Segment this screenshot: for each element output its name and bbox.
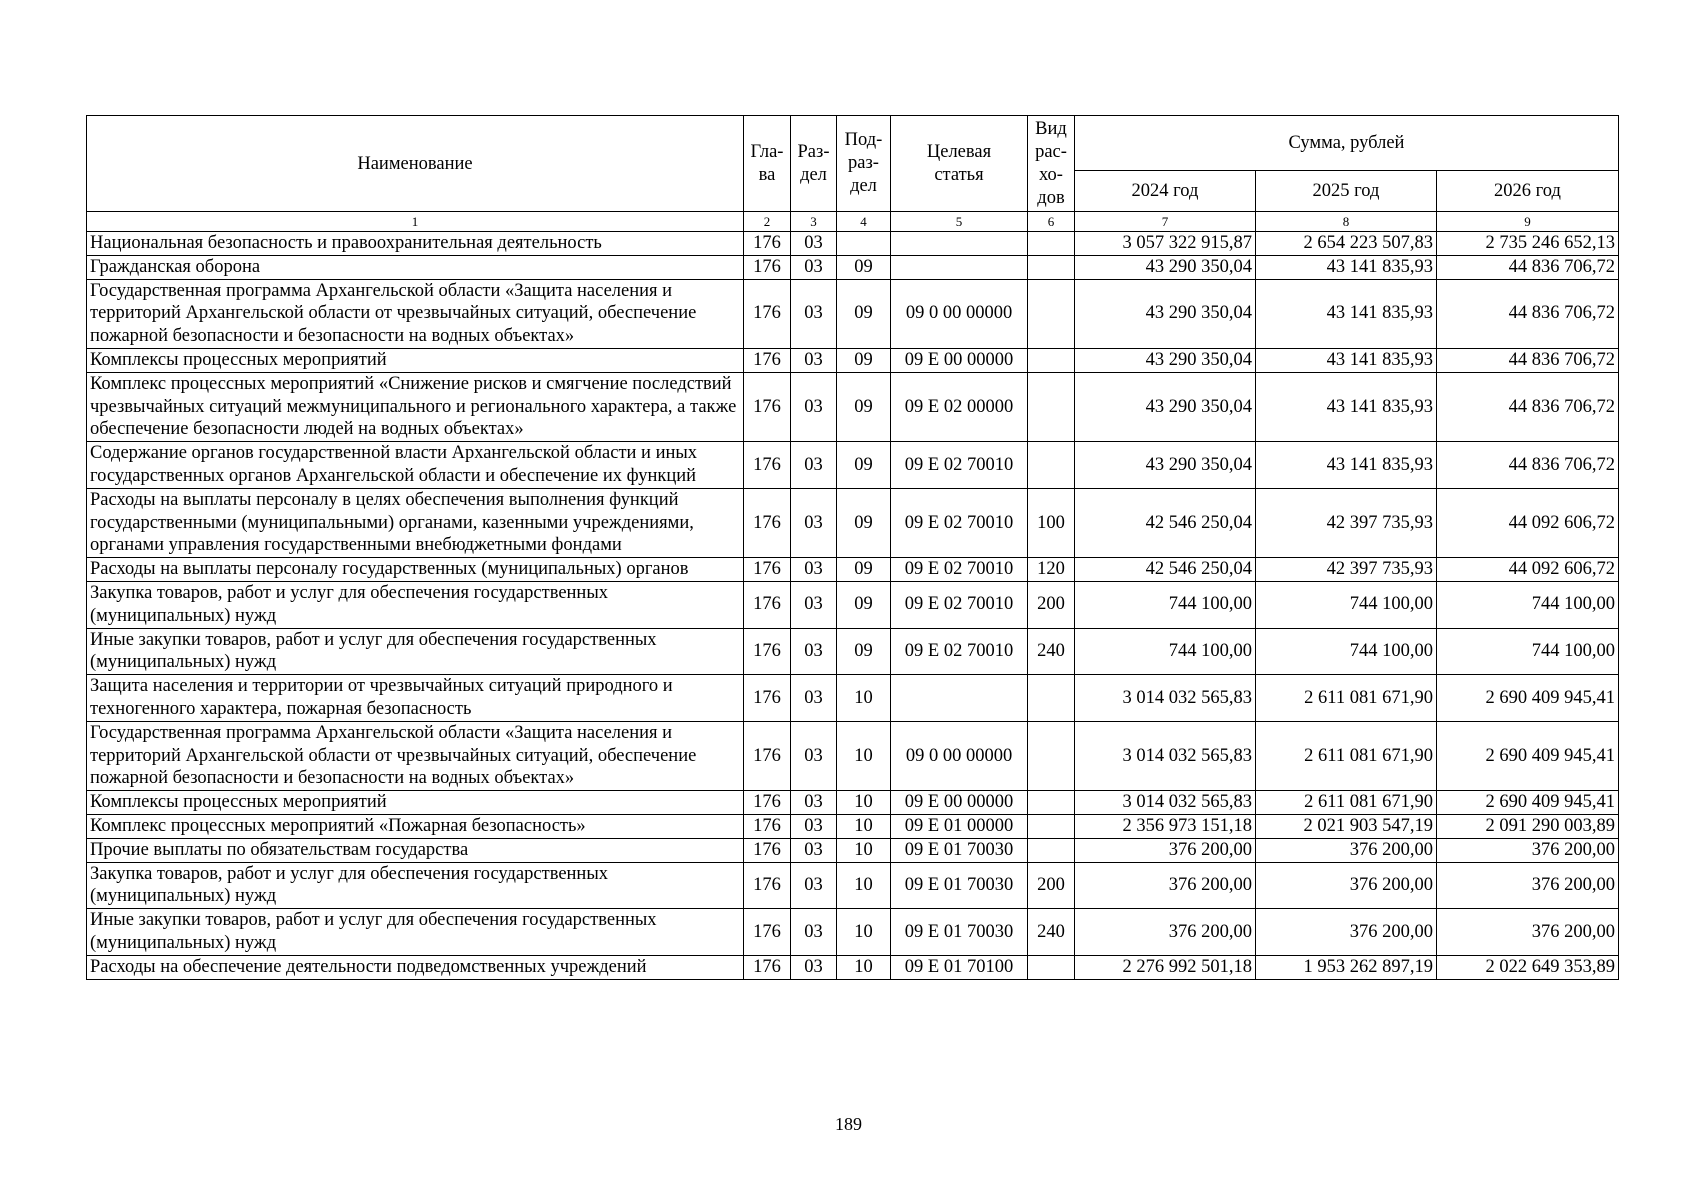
row-name-cell: Комплекс процессных мероприятий «Пожарная безопасность» — [87, 814, 744, 838]
row-sum-2024-cell: 43 290 350,04 — [1075, 279, 1256, 348]
header-sum: Сумма, рублей — [1075, 116, 1619, 171]
row-sum-2026-cell: 44 092 606,72 — [1437, 488, 1619, 557]
row-glava-cell: 176 — [744, 675, 791, 722]
row-podrazdel-cell: 09 — [837, 279, 891, 348]
row-name-cell: Национальная безопасность и правоохранительная деятельность — [87, 232, 744, 256]
row-celevaya-statya-cell: 09 Е 02 70010 — [891, 442, 1028, 489]
row-sum-2024-cell: 43 290 350,04 — [1075, 372, 1256, 441]
row-podrazdel-cell: 10 — [837, 791, 891, 815]
table-row — [87, 581, 1619, 628]
row-podrazdel-cell: 09 — [837, 558, 891, 582]
row-podrazdel-cell: 10 — [837, 955, 891, 979]
column-index: 4 — [837, 212, 891, 232]
row-podrazdel-cell: 09 — [837, 442, 891, 489]
row-celevaya-statya-cell: 09 Е 00 00000 — [891, 791, 1028, 815]
row-sum-2025-cell: 2 654 223 507,83 — [1256, 232, 1437, 256]
row-vid-rashodov-cell: 200 — [1028, 581, 1075, 628]
row-celevaya-statya-cell: 09 0 00 00000 — [891, 279, 1028, 348]
row-name-cell: Иные закупки товаров, работ и услуг для обеспечения государственных (муниципальных) нужд — [87, 628, 744, 675]
row-sum-2025-cell: 43 141 835,93 — [1256, 442, 1437, 489]
table-row — [87, 862, 1619, 909]
row-name-cell: Прочие выплаты по обязательствам государства — [87, 838, 744, 862]
row-sum-2024-cell: 43 290 350,04 — [1075, 255, 1256, 279]
row-sum-2026-cell: 744 100,00 — [1437, 581, 1619, 628]
row-glava-cell: 176 — [744, 862, 791, 909]
row-sum-2025-cell: 43 141 835,93 — [1256, 255, 1437, 279]
row-vid-rashodov-cell — [1028, 814, 1075, 838]
row-sum-2024-cell: 3 014 032 565,83 — [1075, 791, 1256, 815]
row-name-cell: Иные закупки товаров, работ и услуг для обеспечения государственных (муниципальных) нужд — [87, 909, 744, 956]
row-sum-2024-cell: 3 014 032 565,83 — [1075, 675, 1256, 722]
row-podrazdel-cell: 10 — [837, 862, 891, 909]
table-row — [87, 488, 1619, 557]
row-celevaya-statya-cell: 09 Е 00 00000 — [891, 348, 1028, 372]
table-row — [87, 955, 1619, 979]
row-podrazdel-cell: 10 — [837, 721, 891, 790]
row-glava-cell: 176 — [744, 791, 791, 815]
table-row — [87, 558, 1619, 582]
row-sum-2025-cell: 744 100,00 — [1256, 581, 1437, 628]
row-glava-cell: 176 — [744, 909, 791, 956]
row-sum-2026-cell: 376 200,00 — [1437, 862, 1619, 909]
row-podrazdel-cell: 09 — [837, 348, 891, 372]
row-vid-rashodov-cell — [1028, 372, 1075, 441]
row-razdel-cell: 03 — [791, 279, 837, 348]
row-celevaya-statya-cell: 09 Е 01 70030 — [891, 909, 1028, 956]
row-sum-2024-cell: 744 100,00 — [1075, 628, 1256, 675]
row-name-cell: Государственная программа Архангельской области «Защита населения и территорий Архангельской области от чрезвычайных ситуаций, обеспечение пожарной безопасности и безопасности на водных объектах» — [87, 279, 744, 348]
header-glava: Гла- ва — [744, 116, 791, 212]
row-podrazdel-cell: 09 — [837, 581, 891, 628]
table-row — [87, 372, 1619, 441]
row-glava-cell: 176 — [744, 255, 791, 279]
table-row — [87, 909, 1619, 956]
header-year-2025: 2025 год — [1256, 171, 1437, 212]
header-year-2026: 2026 год — [1437, 171, 1619, 212]
row-sum-2026-cell: 2 022 649 353,89 — [1437, 955, 1619, 979]
row-sum-2024-cell: 2 356 973 151,18 — [1075, 814, 1256, 838]
row-name-cell: Государственная программа Архангельской области «Защита населения и территорий Архангельской области от чрезвычайных ситуаций, обеспечение пожарной безопасности и безопасности на водных объектах» — [87, 721, 744, 790]
table-row — [87, 348, 1619, 372]
row-sum-2025-cell: 43 141 835,93 — [1256, 348, 1437, 372]
row-sum-2025-cell: 2 611 081 671,90 — [1256, 791, 1437, 815]
row-sum-2025-cell: 376 200,00 — [1256, 838, 1437, 862]
row-name-cell: Содержание органов государственной власти Архангельской области и иных государственных органов Архангельской области и обеспечение их функций — [87, 442, 744, 489]
table-row — [87, 814, 1619, 838]
row-celevaya-statya-cell: 09 0 00 00000 — [891, 721, 1028, 790]
row-sum-2025-cell: 744 100,00 — [1256, 628, 1437, 675]
row-sum-2025-cell: 42 397 735,93 — [1256, 558, 1437, 582]
row-celevaya-statya-cell: 09 Е 02 70010 — [891, 581, 1028, 628]
row-celevaya-statya-cell: 09 Е 02 00000 — [891, 372, 1028, 441]
row-sum-2024-cell: 2 276 992 501,18 — [1075, 955, 1256, 979]
row-sum-2026-cell: 44 836 706,72 — [1437, 372, 1619, 441]
row-vid-rashodov-cell — [1028, 255, 1075, 279]
row-sum-2025-cell: 2 021 903 547,19 — [1256, 814, 1437, 838]
table-row — [87, 442, 1619, 489]
row-razdel-cell: 03 — [791, 675, 837, 722]
row-celevaya-statya-cell — [891, 675, 1028, 722]
row-sum-2025-cell: 2 611 081 671,90 — [1256, 721, 1437, 790]
row-vid-rashodov-cell — [1028, 442, 1075, 489]
row-podrazdel-cell: 09 — [837, 628, 891, 675]
row-sum-2024-cell: 42 546 250,04 — [1075, 558, 1256, 582]
row-sum-2025-cell: 376 200,00 — [1256, 909, 1437, 956]
row-vid-rashodov-cell: 100 — [1028, 488, 1075, 557]
row-razdel-cell: 03 — [791, 348, 837, 372]
row-name-cell: Гражданская оборона — [87, 255, 744, 279]
column-index: 1 — [87, 212, 744, 232]
table-row — [87, 791, 1619, 815]
row-sum-2026-cell: 44 836 706,72 — [1437, 348, 1619, 372]
row-podrazdel-cell: 10 — [837, 814, 891, 838]
row-glava-cell: 176 — [744, 279, 791, 348]
column-index: 3 — [791, 212, 837, 232]
row-sum-2026-cell: 44 836 706,72 — [1437, 442, 1619, 489]
table-row — [87, 255, 1619, 279]
row-glava-cell: 176 — [744, 348, 791, 372]
column-index: 2 — [744, 212, 791, 232]
row-razdel-cell: 03 — [791, 838, 837, 862]
row-celevaya-statya-cell: 09 Е 01 70100 — [891, 955, 1028, 979]
header-year-2024: 2024 год — [1075, 171, 1256, 212]
table-row — [87, 721, 1619, 790]
row-vid-rashodov-cell — [1028, 838, 1075, 862]
row-sum-2026-cell: 2 690 409 945,41 — [1437, 675, 1619, 722]
row-celevaya-statya-cell: 09 Е 01 00000 — [891, 814, 1028, 838]
row-podrazdel-cell: 09 — [837, 372, 891, 441]
row-glava-cell: 176 — [744, 721, 791, 790]
row-sum-2026-cell: 44 836 706,72 — [1437, 279, 1619, 348]
row-sum-2024-cell: 3 014 032 565,83 — [1075, 721, 1256, 790]
row-celevaya-statya-cell: 09 Е 02 70010 — [891, 488, 1028, 557]
column-index: 5 — [891, 212, 1028, 232]
row-sum-2025-cell: 43 141 835,93 — [1256, 372, 1437, 441]
row-celevaya-statya-cell: 09 Е 01 70030 — [891, 862, 1028, 909]
row-vid-rashodov-cell: 240 — [1028, 909, 1075, 956]
row-celevaya-statya-cell: 09 Е 01 70030 — [891, 838, 1028, 862]
row-glava-cell: 176 — [744, 558, 791, 582]
header-name: Наименование — [87, 116, 744, 212]
row-name-cell: Защита населения и территории от чрезвычайных ситуаций природного и техногенного характера, пожарная безопасность — [87, 675, 744, 722]
row-razdel-cell: 03 — [791, 372, 837, 441]
row-razdel-cell: 03 — [791, 791, 837, 815]
row-podrazdel-cell — [837, 232, 891, 256]
row-sum-2026-cell: 376 200,00 — [1437, 909, 1619, 956]
row-vid-rashodov-cell: 120 — [1028, 558, 1075, 582]
row-name-cell: Закупка товаров, работ и услуг для обеспечения государственных (муниципальных) нужд — [87, 581, 744, 628]
row-vid-rashodov-cell: 240 — [1028, 628, 1075, 675]
row-sum-2026-cell: 2 735 246 652,13 — [1437, 232, 1619, 256]
row-razdel-cell: 03 — [791, 909, 837, 956]
row-name-cell: Расходы на обеспечение деятельности подведомственных учреждений — [87, 955, 744, 979]
row-vid-rashodov-cell: 200 — [1028, 862, 1075, 909]
row-sum-2024-cell: 744 100,00 — [1075, 581, 1256, 628]
row-celevaya-statya-cell — [891, 255, 1028, 279]
row-name-cell: Комплексы процессных мероприятий — [87, 348, 744, 372]
row-vid-rashodov-cell — [1028, 791, 1075, 815]
row-podrazdel-cell: 09 — [837, 488, 891, 557]
row-name-cell: Закупка товаров, работ и услуг для обеспечения государственных (муниципальных) нужд — [87, 862, 744, 909]
row-podrazdel-cell: 09 — [837, 255, 891, 279]
row-podrazdel-cell: 10 — [837, 909, 891, 956]
row-glava-cell: 176 — [744, 232, 791, 256]
table-row — [87, 675, 1619, 722]
row-razdel-cell: 03 — [791, 255, 837, 279]
table-row — [87, 628, 1619, 675]
row-vid-rashodov-cell — [1028, 721, 1075, 790]
header-vid-rashodov: Вид рас- хо- дов — [1028, 116, 1075, 212]
row-celevaya-statya-cell — [891, 232, 1028, 256]
row-razdel-cell: 03 — [791, 488, 837, 557]
row-sum-2024-cell: 376 200,00 — [1075, 862, 1256, 909]
column-index: 7 — [1075, 212, 1256, 232]
table-row — [87, 838, 1619, 862]
row-celevaya-statya-cell: 09 Е 02 70010 — [891, 558, 1028, 582]
row-razdel-cell: 03 — [791, 232, 837, 256]
header-podrazdel: Под- раз- дел — [837, 116, 891, 212]
row-sum-2026-cell: 2 690 409 945,41 — [1437, 721, 1619, 790]
row-sum-2026-cell: 44 092 606,72 — [1437, 558, 1619, 582]
column-index-row — [87, 212, 1619, 232]
row-sum-2025-cell: 376 200,00 — [1256, 862, 1437, 909]
row-vid-rashodov-cell — [1028, 279, 1075, 348]
row-sum-2025-cell: 43 141 835,93 — [1256, 279, 1437, 348]
row-vid-rashodov-cell — [1028, 348, 1075, 372]
table-body — [87, 232, 1619, 980]
row-sum-2025-cell: 1 953 262 897,19 — [1256, 955, 1437, 979]
row-glava-cell: 176 — [744, 488, 791, 557]
row-vid-rashodov-cell — [1028, 675, 1075, 722]
row-razdel-cell: 03 — [791, 814, 837, 838]
row-razdel-cell: 03 — [791, 955, 837, 979]
row-razdel-cell: 03 — [791, 721, 837, 790]
row-sum-2026-cell: 44 836 706,72 — [1437, 255, 1619, 279]
table-row — [87, 232, 1619, 256]
row-name-cell: Расходы на выплаты персоналу государственных (муниципальных) органов — [87, 558, 744, 582]
row-name-cell: Расходы на выплаты персоналу в целях обеспечения выполнения функций государственными (муниципальными) органами, казенными учреждениями, органами управления государственными внебюджетными фондами — [87, 488, 744, 557]
row-glava-cell: 176 — [744, 955, 791, 979]
row-sum-2026-cell: 376 200,00 — [1437, 838, 1619, 862]
page-number: 189 — [835, 1114, 862, 1134]
table-row — [87, 279, 1619, 348]
row-vid-rashodov-cell — [1028, 232, 1075, 256]
header-celevaya-statya: Целевая статья — [891, 116, 1028, 212]
row-sum-2025-cell: 42 397 735,93 — [1256, 488, 1437, 557]
row-celevaya-statya-cell: 09 Е 02 70010 — [891, 628, 1028, 675]
row-razdel-cell: 03 — [791, 628, 837, 675]
row-podrazdel-cell: 10 — [837, 675, 891, 722]
row-glava-cell: 176 — [744, 628, 791, 675]
row-sum-2024-cell: 43 290 350,04 — [1075, 442, 1256, 489]
row-sum-2025-cell: 2 611 081 671,90 — [1256, 675, 1437, 722]
row-razdel-cell: 03 — [791, 862, 837, 909]
row-razdel-cell: 03 — [791, 442, 837, 489]
column-index: 6 — [1028, 212, 1075, 232]
row-sum-2024-cell: 3 057 322 915,87 — [1075, 232, 1256, 256]
row-sum-2024-cell: 376 200,00 — [1075, 838, 1256, 862]
row-sum-2024-cell: 43 290 350,04 — [1075, 348, 1256, 372]
row-glava-cell: 176 — [744, 581, 791, 628]
row-glava-cell: 176 — [744, 442, 791, 489]
row-sum-2026-cell: 2 690 409 945,41 — [1437, 791, 1619, 815]
row-podrazdel-cell: 10 — [837, 838, 891, 862]
budget-table — [86, 115, 1619, 980]
column-index: 8 — [1256, 212, 1437, 232]
row-razdel-cell: 03 — [791, 581, 837, 628]
row-sum-2026-cell: 2 091 290 003,89 — [1437, 814, 1619, 838]
row-glava-cell: 176 — [744, 814, 791, 838]
column-index: 9 — [1437, 212, 1619, 232]
row-name-cell: Комплекс процессных мероприятий «Снижение рисков и смягчение последствий чрезвычайных ситуаций межмуниципального и регионального характера, а также обеспечение безопасности людей на водных объектах» — [87, 372, 744, 441]
row-razdel-cell: 03 — [791, 558, 837, 582]
row-sum-2024-cell: 376 200,00 — [1075, 909, 1256, 956]
header-razdel: Раз- дел — [791, 116, 837, 212]
row-sum-2026-cell: 744 100,00 — [1437, 628, 1619, 675]
row-glava-cell: 176 — [744, 372, 791, 441]
row-name-cell: Комплексы процессных мероприятий — [87, 791, 744, 815]
row-vid-rashodov-cell — [1028, 955, 1075, 979]
row-glava-cell: 176 — [744, 838, 791, 862]
row-sum-2024-cell: 42 546 250,04 — [1075, 488, 1256, 557]
